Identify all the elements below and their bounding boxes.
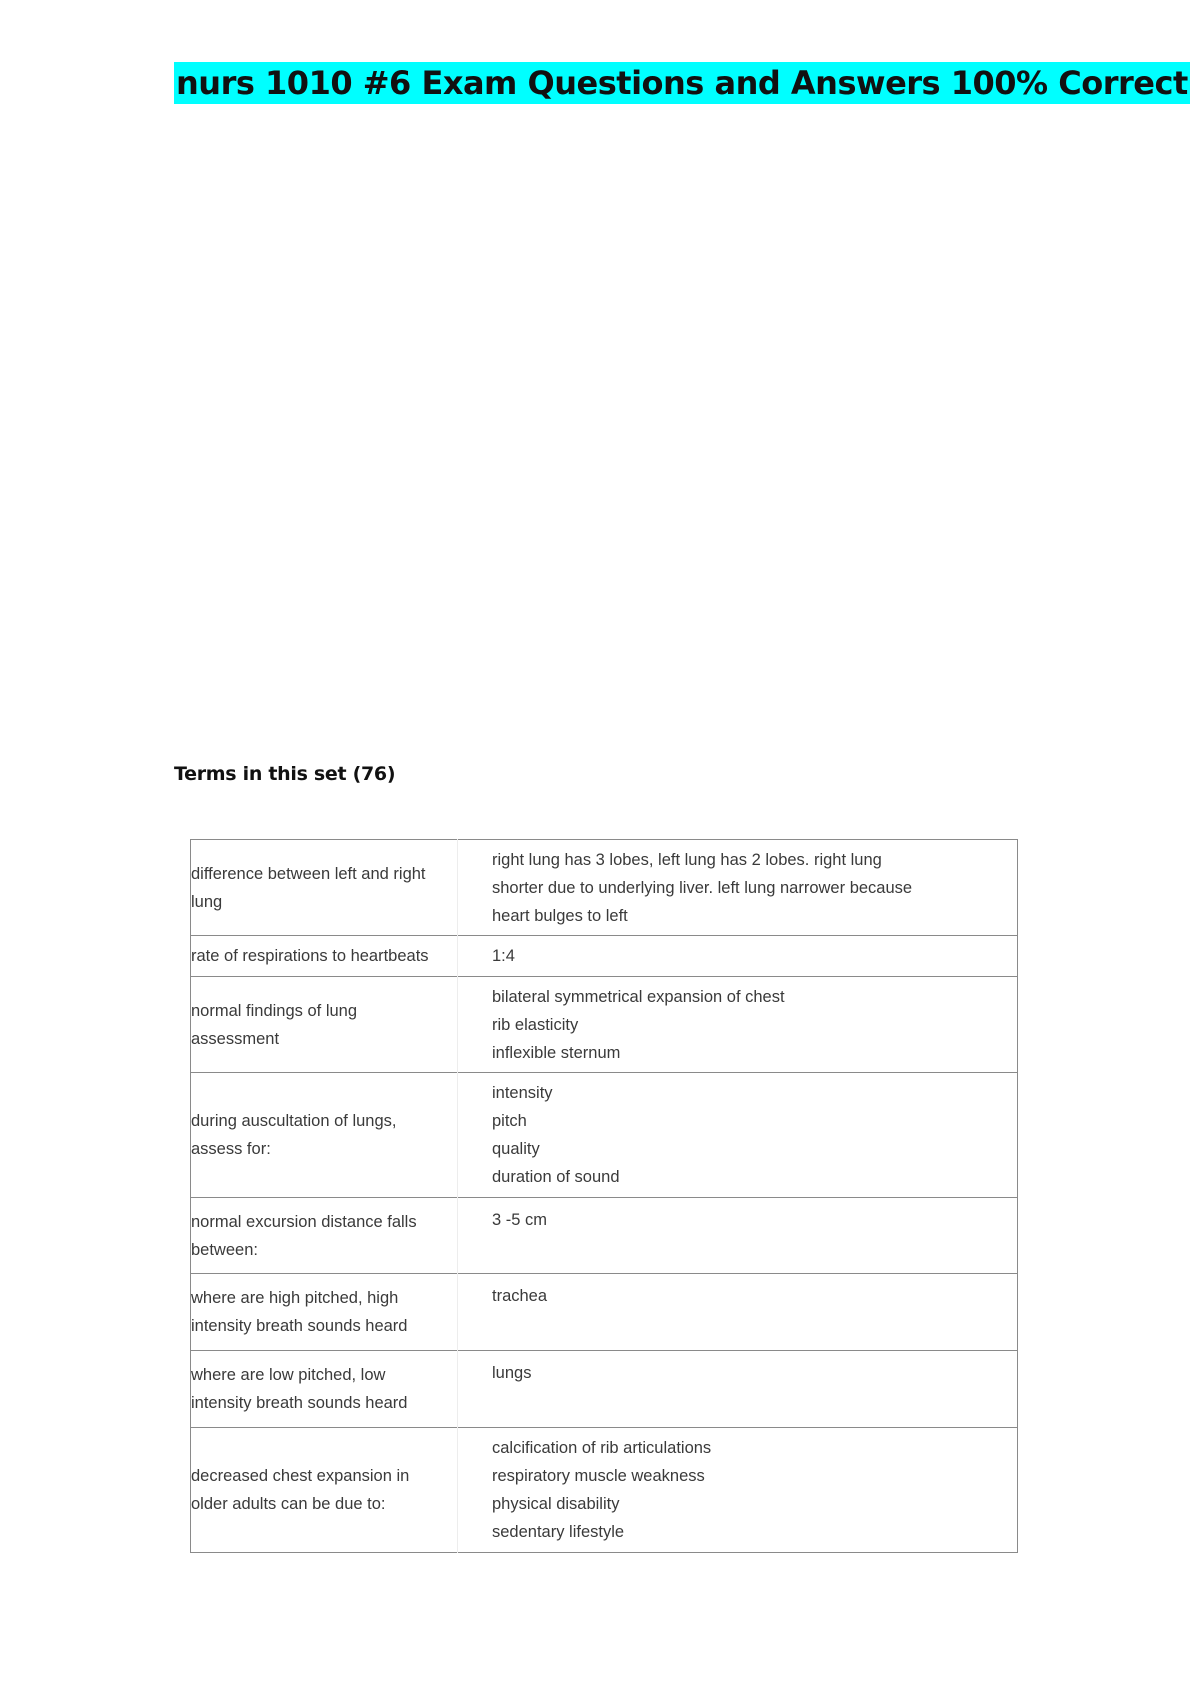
term-cell: normal excursion distance falls between: bbox=[191, 1198, 458, 1274]
table-row bbox=[191, 977, 1018, 1073]
table-row bbox=[191, 1274, 1018, 1351]
term-cell: decreased chest expansion in older adults can be due to: bbox=[191, 1428, 458, 1553]
definition-line: 1:4 bbox=[492, 947, 515, 965]
definition-line: lungs bbox=[492, 1364, 532, 1382]
table-row bbox=[191, 1428, 1018, 1553]
definition-line: intensity bbox=[492, 1084, 553, 1102]
terms-heading: Terms in this set (76) bbox=[174, 763, 396, 785]
term-cell: rate of respirations to heartbeats bbox=[191, 936, 458, 977]
definition-line: trachea bbox=[492, 1287, 548, 1305]
definition-cell bbox=[458, 840, 1018, 936]
definition-line: inflexible sternum bbox=[492, 1043, 621, 1062]
definition-cell bbox=[458, 1073, 1018, 1198]
definition-line: 3 -5 cm bbox=[492, 1211, 548, 1229]
term-cell: normal findings of lung assessment bbox=[191, 977, 458, 1073]
table-row bbox=[191, 1073, 1018, 1198]
terms-table bbox=[190, 839, 1018, 1553]
definition-line: duration of sound bbox=[492, 1168, 620, 1186]
definition-cell bbox=[458, 1351, 1018, 1428]
definition-cell bbox=[458, 977, 1018, 1073]
document-title: nurs 1010 #6 Exam Questions and Answers 100% Correct bbox=[176, 64, 1188, 102]
definition-line: pitch bbox=[492, 1112, 527, 1130]
definition-line: quality bbox=[492, 1140, 540, 1158]
term-cell: where are low pitched, low intensity breath sounds heard bbox=[191, 1351, 458, 1428]
definition-line: right lung has 3 lobes, left lung has 2 lobes. right lung shorter due to underlying liver. left lung narrower because heart bulges to left bbox=[492, 850, 913, 925]
definition-line: physical disability bbox=[492, 1495, 620, 1513]
definition-line: respiratory muscle weakness bbox=[492, 1467, 705, 1485]
term-cell: difference between left and right lung bbox=[191, 864, 426, 911]
definition-cell bbox=[458, 1428, 1018, 1553]
definition-line: sedentary lifestyle bbox=[492, 1523, 625, 1541]
table-row bbox=[191, 840, 1018, 936]
definition-cell bbox=[458, 1274, 1018, 1351]
table-row bbox=[191, 1198, 1018, 1274]
table-row bbox=[191, 936, 1018, 977]
definition-line: bilateral symmetrical expansion of chest bbox=[492, 987, 785, 1006]
definition-cell bbox=[458, 1198, 1018, 1274]
term-cell: during auscultation of lungs, assess for: bbox=[191, 1073, 458, 1198]
definition-line: calcification of rib articulations bbox=[492, 1439, 712, 1457]
definition-line: rib elasticity bbox=[492, 1015, 579, 1034]
table-row bbox=[191, 1351, 1018, 1428]
definition-cell bbox=[458, 936, 1018, 977]
term-cell: where are high pitched, high intensity breath sounds heard bbox=[191, 1274, 458, 1351]
